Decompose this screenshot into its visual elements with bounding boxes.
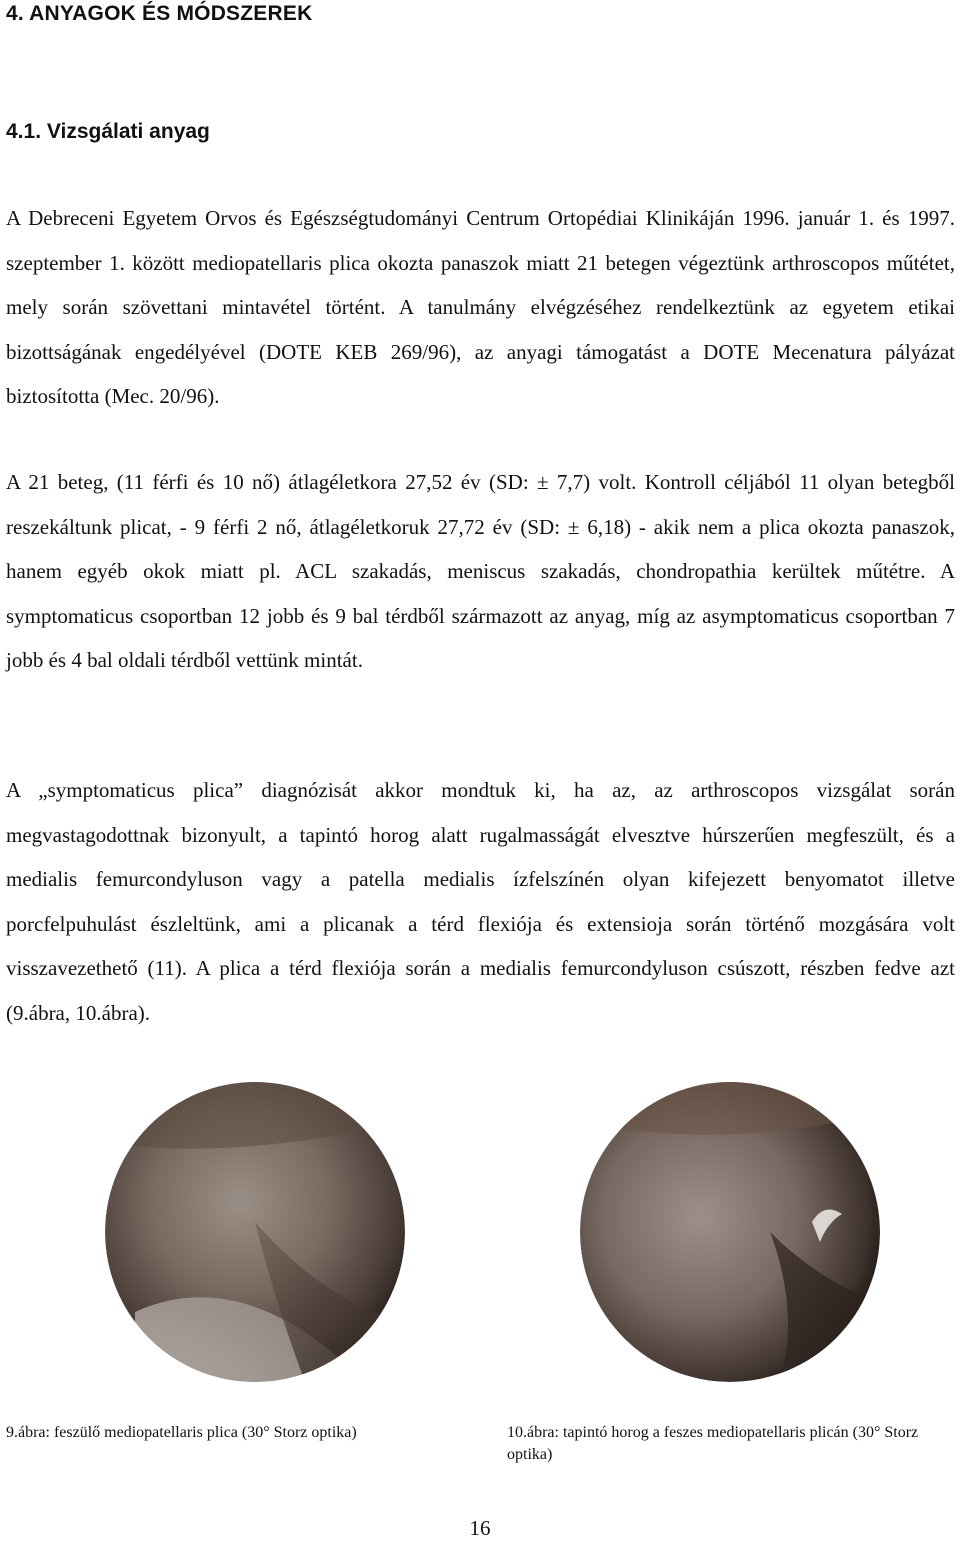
paragraph-3: A „symptomaticus plica” diagnózisát akkor mondtuk ki, ha az, az arthroscopos vizsgálat során megvastagodottnak bizonyult, a tapintó horog alatt rugalmasságát elvesztve húrszerűen megfeszült, és a medialis femurcondyluson vagy a patella medialis ízfelszínén olyan kifejezett benyomatot illetve porcfelpuhulást észleltünk, ami a plicanak a térd flexiója és extensioja során történő mozgására volt visszavezethető (11). A plica a térd flexiója során a medialis femurcondyluson csúszott, részben fedve azt (9.ábra, 10.ábra). [6, 778, 955, 1025]
section-heading: 4. ANYAGOK ÉS MÓDSZEREK [6, 2, 313, 25]
figure-9-arthroscopic-image [105, 1082, 405, 1382]
figure-10-caption: 10.ábra: tapintó horog a feszes mediopatellaris plicán (30° Storz optika) [507, 1424, 919, 1463]
subsection-heading: 4.1. Vizsgálati anyag [6, 120, 210, 143]
figure-10-arthroscopic-image [580, 1082, 880, 1382]
paragraph-1: A Debreceni Egyetem Orvos és Egészségtudományi Centrum Ortopédiai Klinikáján 1996. január 1. és 1997. szeptember 1. között mediopatellaris plica okozta panaszok miatt 21 betegen végeztünk arthroscopos műtétet, mely során szövettani mintavétel történt. A tanulmány elvégzéséhez rendelkeztünk az egyetem etikai bizottságának engedélyével (DOTE KEB 269/96), az anyagi támogatást a DOTE Mecenatura pályázat biztosította (Mec. 20/96). [6, 206, 955, 409]
page-number: 16 [469, 1516, 491, 1540]
figure-9-caption: 9.ábra: feszülő mediopatellaris plica (30° Storz optika) [6, 1424, 357, 1441]
paragraph-2: A 21 beteg, (11 férfi és 10 nő) átlagéletkora 27,52 év (SD: ± 7,7) volt. Kontroll céljából 11 olyan betegből reszekáltunk plicat, - 9 férfi 2 nő, átlagéletkoruk 27,72 év (SD: ± 6,18) - akik nem a plica okozta panaszok, hanem egyéb okok miatt pl. ACL szakadás, meniscus szakadás, chondropathia kerültek műtétre. A symptomaticus csoportban 12 jobb és 9 bal térdből származott az anyag, míg az asymptomaticus csoportban 7 jobb és 4 bal oldali térdből vettünk mintát. [6, 470, 955, 673]
